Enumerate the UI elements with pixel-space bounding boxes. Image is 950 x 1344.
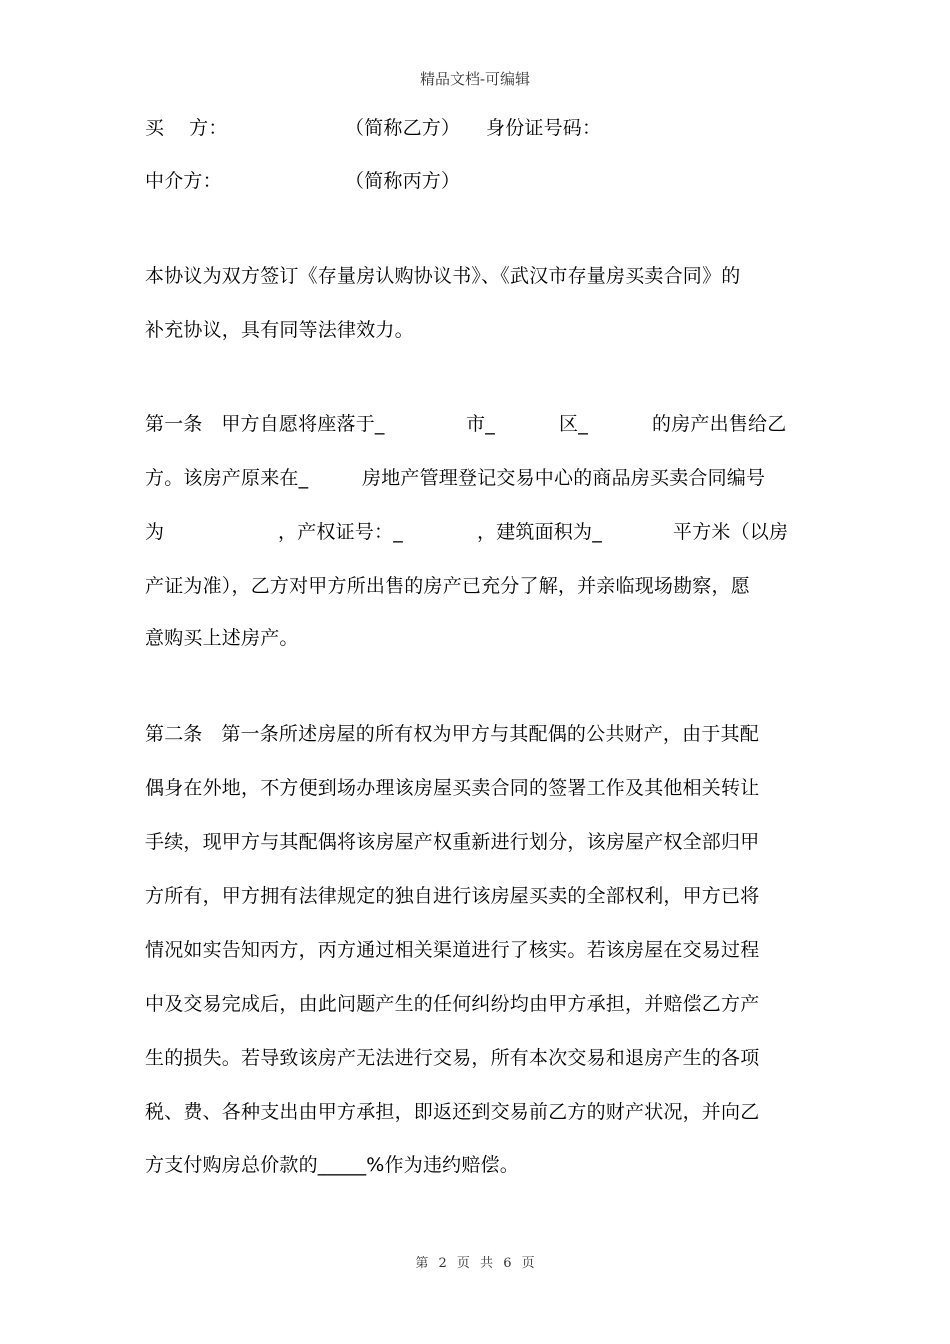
intro-line-2: 补充协议，具有同等法律效力。 bbox=[145, 319, 414, 341]
agent-alias: （简称丙方） bbox=[345, 170, 461, 192]
article1-line1-a: 第一条 甲方自愿将座落于_ bbox=[145, 413, 385, 435]
id-number-label: 身份证号码： bbox=[486, 117, 602, 139]
article1-line1-b: 市_ bbox=[466, 413, 495, 435]
article1-line1-c: 区_ bbox=[559, 413, 588, 435]
article1-line1-d: 的房产出售给乙 bbox=[652, 413, 787, 435]
article1-line5: 意购买上述房产。 bbox=[145, 627, 299, 649]
article1-line4: 产证为准），乙方对甲方所出售的房产已充分了解，并亲临现场勘察，愿 bbox=[145, 575, 750, 597]
article2-line-9: 方支付购房总价款的_____%作为违约赔偿。 bbox=[145, 1154, 519, 1176]
agent-label: 中介方： bbox=[145, 170, 222, 192]
article2-line-1: 第二条 第一条所述房屋的所有权为甲方与其配偶的公共财产，由于其配 bbox=[145, 723, 759, 745]
article2-line-4: 方所有，甲方拥有法律规定的独自进行该房屋买卖的全部权利，甲方已将 bbox=[145, 885, 760, 907]
article2-line-7: 生的损失。若导致该房产无法进行交易，所有本次交易和退房产生的各项 bbox=[145, 1047, 760, 1069]
article2-line-6: 中及交易完成后，由此问题产生的任何纠纷均由甲方承担，并赔偿乙方产 bbox=[145, 993, 760, 1015]
page-number: 第 2 页 共 6 页 bbox=[415, 1256, 535, 1271]
article2-line-5: 情况如实告知丙方，丙方通过相关渠道进行了核实。若该房屋在交易过程 bbox=[145, 939, 760, 961]
article1-line3-b: ，产权证号：_ bbox=[278, 521, 403, 543]
article1-line3-d: 平方米（以房 bbox=[673, 521, 789, 543]
buyer-alias: （简称乙方） bbox=[345, 117, 461, 139]
article1-line2-b: 房地产管理登记交易中心的商品房买卖合同编号 bbox=[362, 467, 766, 489]
article1-line3-a: 为 bbox=[145, 521, 165, 543]
intro-line-1: 本协议为双方签订《存量房认购协议书》、《武汉市存量房买卖合同》的 bbox=[145, 265, 741, 287]
article2-line-8: 税、费、各种支出由甲方承担，即返还到交易前乙方的财产状况，并向乙 bbox=[145, 1101, 760, 1123]
article1-line3-c: ，建筑面积为_ bbox=[477, 521, 602, 543]
buyer-label: 买 方： bbox=[145, 117, 228, 139]
page-header: 精品文档-可编辑 bbox=[419, 70, 531, 88]
article2-line-3: 手续，现甲方与其配偶将该房屋产权重新进行划分，该房屋产权全部归甲 bbox=[145, 831, 760, 853]
article1-line2-a: 方。该房产原来在_ bbox=[145, 467, 309, 489]
article2-line-2: 偶身在外地，不方便到场办理该房屋买卖合同的签署工作及其他相关转让 bbox=[145, 777, 760, 799]
